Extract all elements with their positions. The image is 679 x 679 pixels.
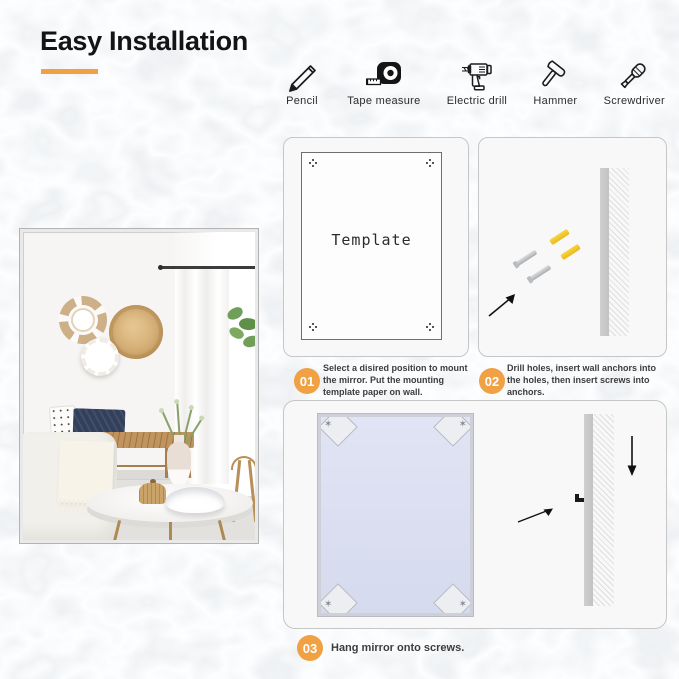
tool-tape-measure (347, 58, 420, 107)
wall-cross-section (600, 168, 609, 336)
tool-label: Electric drill (446, 95, 508, 107)
title-accent-bar (41, 69, 98, 74)
mirror-back (318, 414, 473, 616)
photo-window (229, 266, 255, 466)
template-corner-mark (309, 326, 311, 328)
step2-illustration-panel (478, 137, 667, 357)
step-number: 02 (484, 373, 500, 389)
step2-text: Drill holes, insert wall anchors into the holes, then insert screws into anchors. (507, 363, 657, 397)
tool-label: Tape measure (347, 95, 421, 107)
wall-cross-section (584, 414, 593, 606)
lifestyle-photo-mirror (20, 229, 258, 543)
hammer-icon (536, 58, 574, 94)
tool-hammer (533, 58, 577, 107)
photo-vase (167, 442, 191, 486)
tool-label: Screwdriver (603, 95, 665, 107)
photo-white-juju-hat (81, 338, 119, 376)
step-number-badge (479, 368, 505, 394)
step3-illustration-panel (283, 400, 667, 629)
electric-drill-icon (458, 58, 496, 94)
step1-text: Select a disired position to mount the mirror. Put the mounting template paper on wall. (323, 363, 468, 397)
tape-measure-icon (365, 58, 403, 94)
photo-curtain-rod-finial (158, 265, 163, 270)
template-label: Template (331, 231, 412, 249)
arrow-down-icon (625, 434, 639, 478)
wall-hook (575, 494, 579, 501)
mounting-template-paper (301, 152, 442, 340)
photo-sunburst-wreath-center (71, 308, 95, 332)
photo-table-leg (169, 520, 172, 543)
step-number: 03 (302, 640, 318, 656)
tool-screwdriver (604, 58, 665, 107)
step3-text: Hang mirror onto screws. (331, 642, 465, 654)
screw-cross-icon: ✶ (458, 419, 467, 430)
template-corner-mark (426, 162, 428, 164)
page-title: Easy Installation (40, 26, 248, 56)
wall-anchor (560, 244, 581, 260)
wall-hatching (593, 414, 614, 606)
wall-hatching (609, 168, 629, 336)
template-corner-mark (426, 326, 428, 328)
pencil-icon (283, 58, 321, 94)
template-corner-mark (309, 162, 311, 164)
step-number-badge (297, 635, 323, 661)
step-number-badge (294, 368, 320, 394)
photo-woven-box (139, 483, 166, 504)
tool-label: Hammer (533, 95, 578, 107)
tool-pencil (283, 58, 321, 107)
step1-illustration-panel (283, 137, 469, 357)
screw-cross-icon: ✶ (324, 599, 333, 610)
arrow-icon (485, 284, 523, 320)
tool-electric-drill (447, 58, 507, 107)
step-number: 01 (299, 373, 315, 389)
screw-cross-icon: ✶ (458, 599, 467, 610)
tool-label: Pencil (286, 95, 318, 107)
tools-row (283, 58, 665, 107)
screw (528, 265, 551, 282)
photo-white-bowl (165, 487, 225, 513)
screw-cross-icon: ✶ (324, 419, 333, 430)
screwdriver-icon (615, 58, 653, 94)
photo-curtain-rod (161, 266, 255, 269)
wall-anchor (549, 229, 570, 245)
screw (514, 250, 537, 267)
arrow-icon (516, 503, 560, 527)
